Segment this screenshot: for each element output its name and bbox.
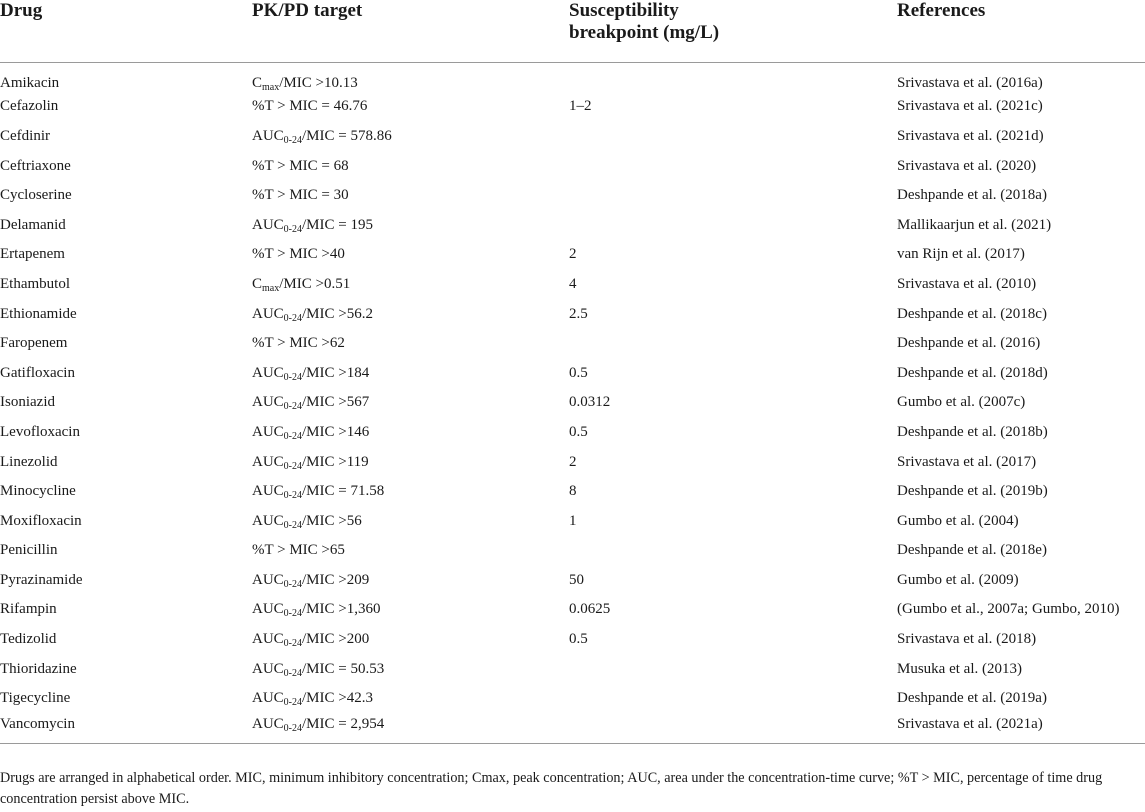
cell-pkpd-target (252, 63, 569, 93)
cell-drug: Thioridazine (0, 660, 77, 677)
cell-breakpoint: 2 (569, 246, 577, 263)
cell-drug: Minocycline (0, 483, 76, 500)
target-suffix-text: /MIC >0.51 (279, 275, 351, 292)
target-suffix-text: /MIC >200 (302, 631, 370, 648)
header-row (0, 0, 1145, 63)
target-subscript: 0-24 (283, 490, 303, 502)
cell-breakpoint (569, 151, 897, 181)
cell-drug: Vancomycin (0, 715, 75, 732)
cell-pkpd-target (252, 240, 569, 270)
target-main-text: AUC (252, 394, 284, 411)
cell-drug: Tedizolid (0, 631, 57, 648)
table-header (0, 0, 1145, 63)
cell-pkpd-target (252, 536, 569, 566)
table-row (0, 240, 1145, 270)
cell-drug: Ceftriaxone (0, 157, 71, 174)
target-main-text: AUC (252, 690, 284, 707)
target-suffix-text: /MIC >56 (302, 512, 362, 529)
cell-breakpoint (569, 536, 897, 566)
cell-reference: Srivastava et al. (2021a) (897, 715, 1043, 732)
cell-breakpoint: 50 (569, 571, 584, 588)
cell-pkpd-target (252, 210, 569, 240)
cell-pkpd-target (252, 477, 569, 507)
table-row (0, 210, 1145, 240)
table-row (0, 388, 1145, 418)
cell-drug: Tigecycline (0, 690, 71, 707)
target-main-text: %T > MIC >62 (252, 335, 345, 352)
target-suffix-text: /MIC = 578.86 (302, 127, 392, 144)
cell-reference: Srivastava et al. (2010) (897, 275, 1037, 292)
cell-drug: Cycloserine (0, 187, 72, 204)
cell-drug: Ertapenem (0, 246, 65, 263)
target-suffix-text: /MIC >567 (302, 394, 370, 411)
cell-drug: Faropenem (0, 335, 68, 352)
cell-drug: Rifampin (0, 601, 57, 618)
target-main-text: C (252, 275, 263, 292)
cell-pkpd-target (252, 329, 569, 359)
header-pkpd-target: PK/PD target (252, 0, 569, 63)
cell-reference: Mallikaarjun et al. (2021) (897, 216, 1052, 233)
table-row (0, 181, 1145, 211)
table-row (0, 506, 1145, 536)
cell-reference: Deshpande et al. (2018e) (897, 542, 1047, 559)
cell-breakpoint: 0.5 (569, 423, 588, 440)
cell-breakpoint: 2.5 (569, 305, 588, 322)
cell-breakpoint (569, 181, 897, 211)
target-suffix-text: /MIC = 50.53 (302, 660, 385, 677)
cell-drug: Pyrazinamide (0, 571, 83, 588)
cell-pkpd-target (252, 447, 569, 477)
cell-drug: Delamanid (0, 216, 66, 233)
table-row (0, 299, 1145, 329)
table-row (0, 714, 1145, 744)
cell-reference: (Gumbo et al., 2007a; Gumbo, 2010) (897, 601, 1120, 618)
cell-breakpoint (569, 654, 897, 684)
cell-reference: Srivastava et al. (2018) (897, 631, 1037, 648)
cell-pkpd-target (252, 388, 569, 418)
target-main-text: AUC (252, 216, 284, 233)
table-row (0, 63, 1145, 93)
cell-drug: Moxifloxacin (0, 512, 82, 529)
cell-drug: Ethambutol (0, 275, 70, 292)
target-subscript: 0-24 (283, 312, 303, 324)
table-row (0, 654, 1145, 684)
cell-pkpd-target (252, 270, 569, 300)
table-row (0, 270, 1145, 300)
target-suffix-text: /MIC >10.13 (279, 75, 358, 92)
target-suffix-text: /MIC >184 (302, 364, 370, 381)
table-row (0, 625, 1145, 655)
target-main-text: AUC (252, 364, 284, 381)
cell-breakpoint: 1 (569, 512, 577, 529)
target-subscript: 0-24 (283, 430, 303, 442)
cell-drug: Amikacin (0, 75, 60, 92)
target-subscript: max (262, 282, 280, 294)
cell-pkpd-target (252, 358, 569, 388)
table-row (0, 329, 1145, 359)
cell-reference: Srivastava et al. (2017) (897, 453, 1037, 470)
cell-reference: Deshpande et al. (2018d) (897, 364, 1048, 381)
cell-reference: van Rijn et al. (2017) (897, 246, 1025, 263)
table-row (0, 418, 1145, 448)
target-subscript: 0-24 (283, 578, 303, 590)
target-subscript: 0-24 (283, 608, 303, 620)
cell-breakpoint: 2 (569, 453, 577, 470)
target-subscript: 0-24 (283, 697, 303, 709)
table-row (0, 358, 1145, 388)
cell-breakpoint: 4 (569, 275, 577, 292)
target-main-text: %T > MIC = 46.76 (252, 98, 368, 115)
target-main-text: %T > MIC = 68 (252, 157, 349, 174)
cell-reference: Srivastava et al. (2016a) (897, 75, 1043, 92)
cell-reference: Deshpande et al. (2018c) (897, 305, 1047, 322)
target-subscript: 0-24 (283, 638, 303, 650)
target-suffix-text: /MIC = 71.58 (302, 483, 385, 500)
target-main-text: AUC (252, 660, 284, 677)
target-suffix-text: /MIC >146 (302, 423, 370, 440)
cell-pkpd-target (252, 654, 569, 684)
target-suffix-text: /MIC >42.3 (302, 690, 373, 707)
cell-breakpoint (569, 122, 897, 152)
target-main-text: AUC (252, 423, 284, 440)
cell-pkpd-target (252, 299, 569, 329)
target-main-text: AUC (252, 715, 284, 732)
target-subscript: 0-24 (283, 401, 303, 413)
cell-pkpd-target (252, 566, 569, 596)
target-subscript: 0-24 (283, 722, 303, 734)
target-subscript: 0-24 (283, 134, 303, 146)
target-subscript: max (262, 82, 280, 94)
cell-drug: Gatifloxacin (0, 364, 75, 381)
target-main-text: AUC (252, 571, 284, 588)
table-row (0, 447, 1145, 477)
target-main-text: C (252, 75, 263, 92)
target-subscript: 0-24 (283, 223, 303, 235)
table-body (0, 63, 1145, 744)
table-row (0, 566, 1145, 596)
target-subscript: 0-24 (283, 667, 303, 679)
cell-breakpoint: 1–2 (569, 98, 592, 115)
cell-pkpd-target (252, 684, 569, 714)
cell-drug: Levofloxacin (0, 423, 80, 440)
target-suffix-text: /MIC >209 (302, 571, 370, 588)
cell-breakpoint: 0.0312 (569, 394, 611, 411)
target-main-text: AUC (252, 305, 284, 322)
cell-breakpoint (569, 329, 897, 359)
cell-breakpoint (569, 63, 897, 93)
target-main-text: %T > MIC = 30 (252, 187, 349, 204)
cell-drug: Cefazolin (0, 98, 59, 115)
cell-reference: Deshpande et al. (2019b) (897, 483, 1048, 500)
cell-breakpoint (569, 210, 897, 240)
cell-reference: Srivastava et al. (2021d) (897, 127, 1044, 144)
target-main-text: AUC (252, 483, 284, 500)
table-row (0, 477, 1145, 507)
target-main-text: AUC (252, 127, 284, 144)
header-drug: Drug (0, 0, 252, 63)
cell-breakpoint: 0.5 (569, 364, 588, 381)
cell-reference: Deshpande et al. (2018a) (897, 187, 1047, 204)
target-subscript: 0-24 (283, 460, 303, 472)
cell-pkpd-target (252, 595, 569, 625)
cell-reference: Gumbo et al. (2007c) (897, 394, 1026, 411)
target-main-text: AUC (252, 453, 284, 470)
header-references: References (897, 0, 1145, 63)
target-suffix-text: /MIC = 2,954 (302, 715, 385, 732)
cell-pkpd-target (252, 122, 569, 152)
cell-pkpd-target (252, 181, 569, 211)
cell-reference: Deshpande et al. (2018b) (897, 423, 1048, 440)
cell-pkpd-target (252, 714, 569, 744)
target-main-text: %T > MIC >40 (252, 246, 345, 263)
table-footnote: Drugs are arranged in alphabetical order. MIC, minimum inhibitory concentration; Cmax, peak concentration; AUC, area under the concentration-time curve; %T > MIC, percentage of time drug concentration persist above MIC. (0, 770, 1103, 807)
cell-pkpd-target (252, 92, 569, 122)
cell-pkpd-target (252, 625, 569, 655)
cell-drug: Linezolid (0, 453, 58, 470)
table-row (0, 595, 1145, 625)
cell-pkpd-target (252, 506, 569, 536)
target-main-text: AUC (252, 601, 284, 618)
cell-drug: Penicillin (0, 542, 58, 559)
target-main-text: AUC (252, 631, 284, 648)
cell-breakpoint: 0.0625 (569, 601, 611, 618)
cell-pkpd-target (252, 151, 569, 181)
target-subscript: 0-24 (283, 519, 303, 531)
table-row (0, 536, 1145, 566)
cell-reference: Gumbo et al. (2009) (897, 571, 1019, 588)
table-row (0, 151, 1145, 181)
table-row (0, 122, 1145, 152)
target-suffix-text: /MIC >1,360 (302, 601, 381, 618)
cell-drug: Ethionamide (0, 305, 77, 322)
cell-breakpoint: 8 (569, 483, 577, 500)
cell-drug: Cefdinir (0, 127, 50, 144)
cell-breakpoint (569, 684, 897, 714)
target-main-text: %T > MIC >65 (252, 542, 345, 559)
cell-drug: Isoniazid (0, 394, 55, 411)
header-susceptibility-breakpoint: Susceptibility breakpoint (mg/L) (569, 0, 897, 63)
cell-breakpoint (569, 714, 897, 744)
target-main-text: AUC (252, 512, 284, 529)
cell-reference: Srivastava et al. (2020) (897, 157, 1037, 174)
cell-breakpoint: 0.5 (569, 631, 588, 648)
target-suffix-text: /MIC >56.2 (302, 305, 373, 322)
target-suffix-text: /MIC >119 (302, 453, 369, 470)
table-row (0, 92, 1145, 122)
cell-reference: Srivastava et al. (2021c) (897, 98, 1043, 115)
cell-reference: Musuka et al. (2013) (897, 660, 1022, 677)
cell-reference: Gumbo et al. (2004) (897, 512, 1019, 529)
target-subscript: 0-24 (283, 371, 303, 383)
cell-pkpd-target (252, 418, 569, 448)
table-row (0, 684, 1145, 714)
cell-reference: Deshpande et al. (2016) (897, 335, 1041, 352)
cell-reference: Deshpande et al. (2019a) (897, 690, 1047, 707)
target-suffix-text: /MIC = 195 (302, 216, 373, 233)
